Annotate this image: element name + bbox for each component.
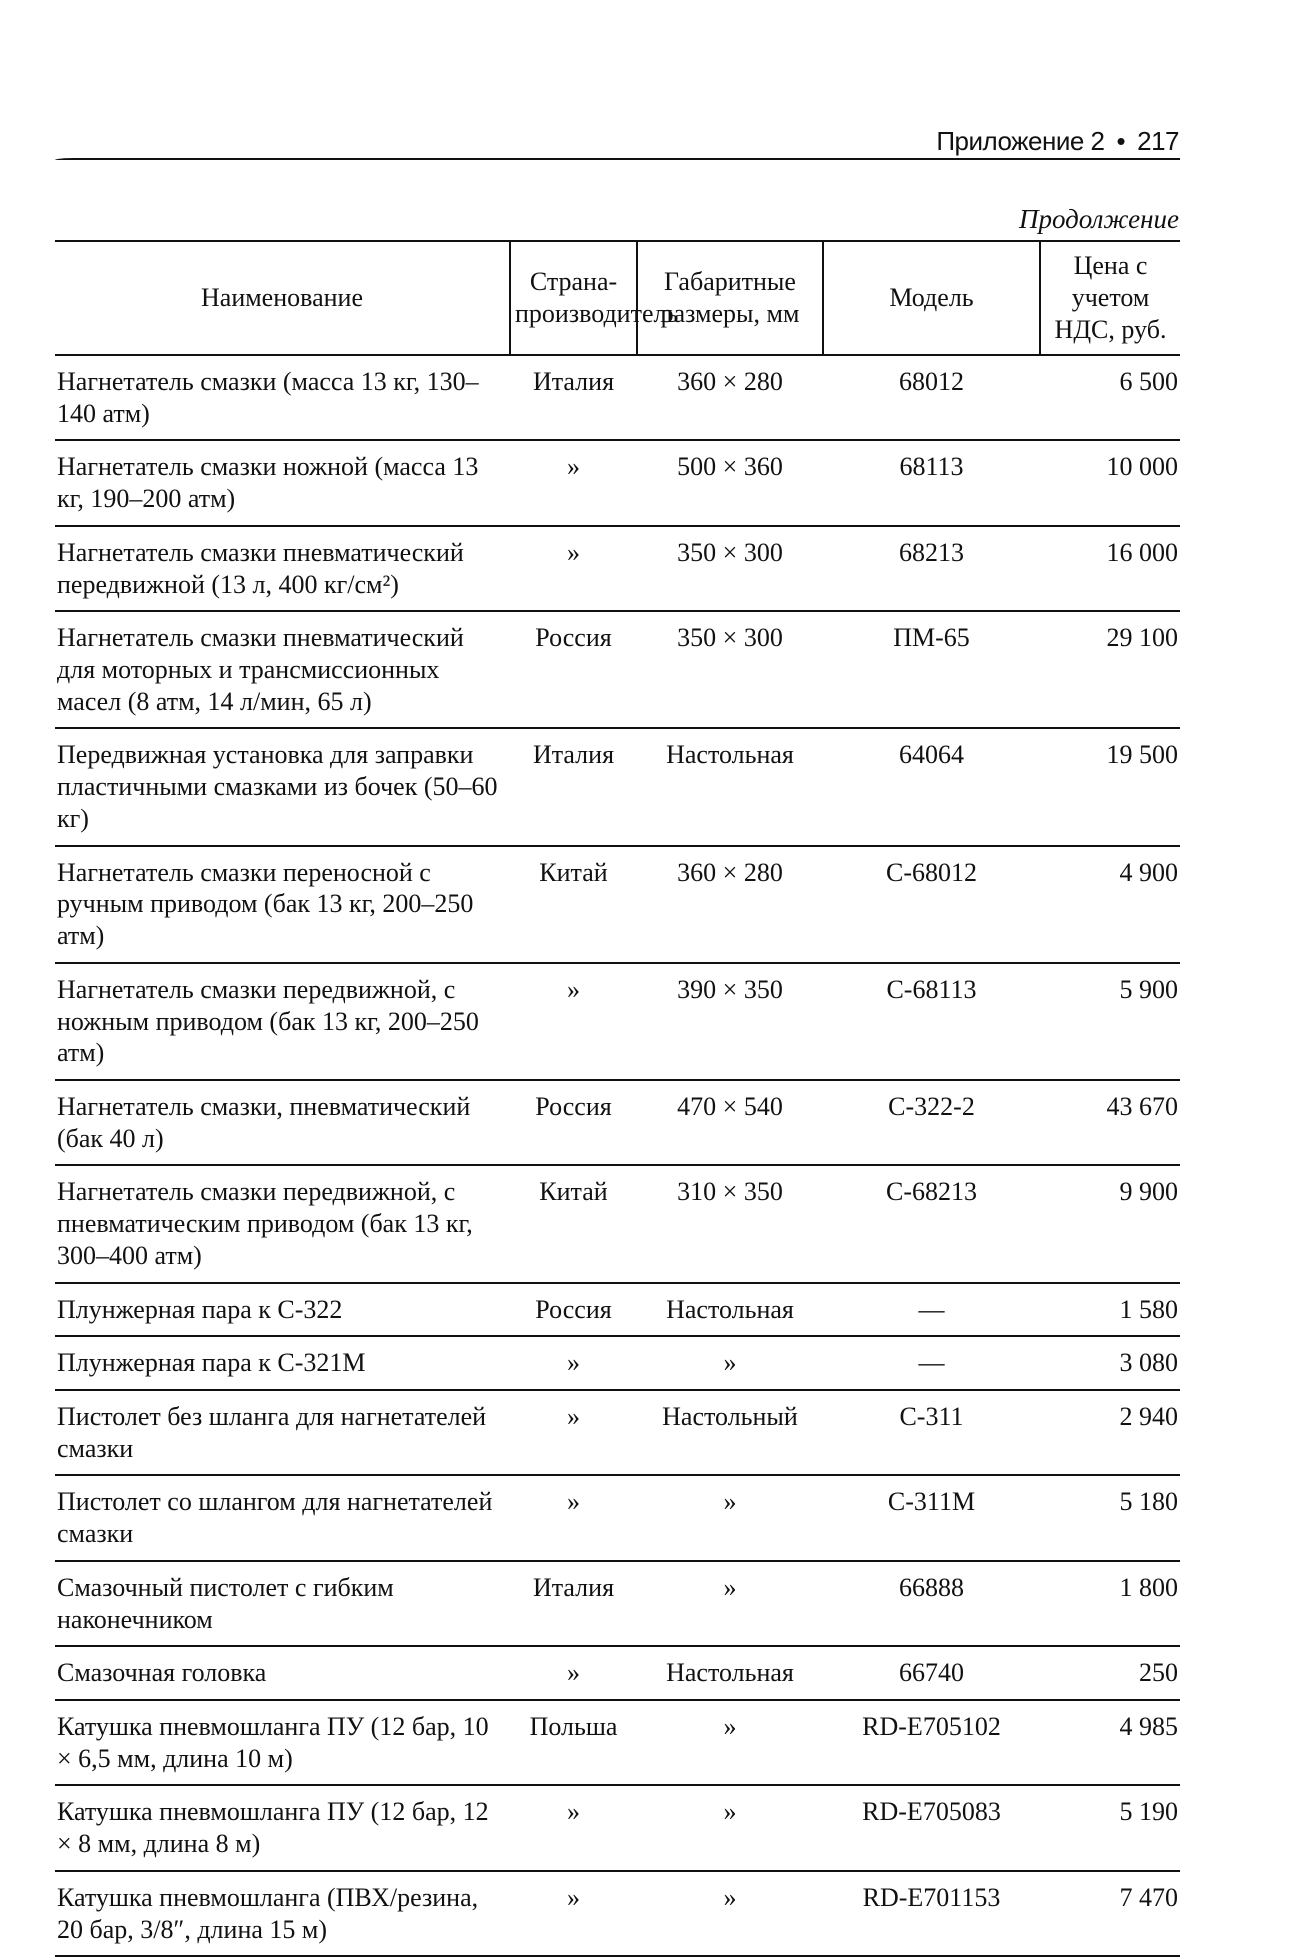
- cell-size: »: [637, 1336, 823, 1390]
- cell-size: 360 × 280: [637, 355, 823, 440]
- table-row: [55, 1080, 1180, 1165]
- cell-country: »: [510, 1390, 637, 1475]
- cell-price: 5 190: [1040, 1785, 1180, 1870]
- cell-size: 360 × 280: [637, 846, 823, 963]
- cell-name: Передвижная установка для заправки пластичными смазками из бочек (50–60 кг): [55, 728, 510, 845]
- cell-country: »: [510, 526, 637, 611]
- table-row: [55, 846, 1180, 963]
- table-row: [55, 1283, 1180, 1337]
- cell-price: 3 080: [1040, 1336, 1180, 1390]
- cell-price: 7 470: [1040, 1871, 1180, 1956]
- table-row: [55, 1390, 1180, 1475]
- cell-name: Нагнетатель смазки, пневматический (бак 40 л): [55, 1080, 510, 1165]
- table-row: [55, 440, 1180, 525]
- cell-price: 2 940: [1040, 1390, 1180, 1475]
- cell-model: —: [823, 1336, 1040, 1390]
- cell-size: 350 × 300: [637, 526, 823, 611]
- table-row: [55, 1475, 1180, 1560]
- table-row: [55, 1700, 1180, 1785]
- cell-price: 5 900: [1040, 963, 1180, 1080]
- cell-name: Катушка пневмошланга (ПВХ/резина, 20 бар, 3/8″, длина 15 м): [55, 1871, 510, 1956]
- cell-country: Россия: [510, 1283, 637, 1337]
- cell-price: 4 985: [1040, 1700, 1180, 1785]
- price-table: [55, 240, 1180, 1957]
- cell-country: »: [510, 1871, 637, 1956]
- table-row: [55, 526, 1180, 611]
- cell-price: 19 500: [1040, 728, 1180, 845]
- cell-country: »: [510, 1646, 637, 1700]
- cell-model: 66740: [823, 1646, 1040, 1700]
- cell-country: Польша: [510, 1700, 637, 1785]
- cell-model: С-68012: [823, 846, 1040, 963]
- table-body: [55, 355, 1180, 1956]
- cell-size: Настольный: [637, 1390, 823, 1475]
- cell-country: »: [510, 1475, 637, 1560]
- cell-model: —: [823, 1283, 1040, 1337]
- cell-price: 10 000: [1040, 440, 1180, 525]
- column-header-size: Габаритные размеры, мм: [637, 241, 823, 355]
- cell-size: 470 × 540: [637, 1080, 823, 1165]
- cell-name: Нагнетатель смазки передвижной, с пневматическим приводом (бак 13 кг, 300–400 атм): [55, 1165, 510, 1282]
- cell-size: 350 × 300: [637, 611, 823, 728]
- cell-price: 5 180: [1040, 1475, 1180, 1560]
- table-row: [55, 963, 1180, 1080]
- cell-size: 500 × 360: [637, 440, 823, 525]
- cell-price: 6 500: [1040, 355, 1180, 440]
- cell-country: Россия: [510, 611, 637, 728]
- running-header: [936, 126, 1179, 157]
- cell-name: Нагнетатель смазки передвижной, с ножным приводом (бак 13 кг, 200–250 атм): [55, 963, 510, 1080]
- table-row: [55, 1336, 1180, 1390]
- cell-name: Нагнетатель смазки (масса 13 кг, 130–140 атм): [55, 355, 510, 440]
- cell-model: RD-E705102: [823, 1700, 1040, 1785]
- cell-name: Нагнетатель смазки пневматический передвижной (13 л, 400 кг/см²): [55, 526, 510, 611]
- cell-country: »: [510, 963, 637, 1080]
- cell-country: Россия: [510, 1080, 637, 1165]
- cell-price: 16 000: [1040, 526, 1180, 611]
- cell-name: Смазочный пистолет с гибким наконечником: [55, 1561, 510, 1646]
- cell-model: С-68113: [823, 963, 1040, 1080]
- table-row: [55, 728, 1180, 845]
- cell-name: Нагнетатель смазки переносной с ручным приводом (бак 13 кг, 200–250 атм): [55, 846, 510, 963]
- cell-price: 250: [1040, 1646, 1180, 1700]
- section-title: Приложение 2: [936, 126, 1105, 156]
- cell-price: 9 900: [1040, 1165, 1180, 1282]
- cell-model: 68113: [823, 440, 1040, 525]
- cell-country: Китай: [510, 1165, 637, 1282]
- cell-size: »: [637, 1785, 823, 1870]
- cell-size: 310 × 350: [637, 1165, 823, 1282]
- table-row: [55, 1785, 1180, 1870]
- cell-model: 68012: [823, 355, 1040, 440]
- cell-country: Италия: [510, 355, 637, 440]
- column-header-model: Модель: [823, 241, 1040, 355]
- cell-country: »: [510, 1336, 637, 1390]
- table-row: [55, 355, 1180, 440]
- cell-size: »: [637, 1475, 823, 1560]
- table-header-row: [55, 241, 1180, 355]
- cell-name: Пистолет без шланга для нагнетателей смазки: [55, 1390, 510, 1475]
- cell-name: Смазочная головка: [55, 1646, 510, 1700]
- cell-name: Катушка пневмошланга ПУ (12 бар, 10 × 6,5 мм, длина 10 м): [55, 1700, 510, 1785]
- cell-country: »: [510, 1785, 637, 1870]
- cell-price: 4 900: [1040, 846, 1180, 963]
- cell-name: Плунжерная пара к С-321М: [55, 1336, 510, 1390]
- cell-model: RD-E701153: [823, 1871, 1040, 1956]
- table-row: [55, 1165, 1180, 1282]
- cell-size: Настольная: [637, 1283, 823, 1337]
- cell-price: 43 670: [1040, 1080, 1180, 1165]
- continued-label: Продолжение: [1018, 204, 1179, 234]
- cell-country: Италия: [510, 728, 637, 845]
- table-row: [55, 611, 1180, 728]
- cell-size: »: [637, 1561, 823, 1646]
- page-number: 217: [1137, 126, 1179, 156]
- cell-price: 29 100: [1040, 611, 1180, 728]
- column-header-price: Цена с учетом НДС, руб.: [1040, 241, 1180, 355]
- cell-model: ПМ-65: [823, 611, 1040, 728]
- cell-size: Настольная: [637, 1646, 823, 1700]
- cell-model: 68213: [823, 526, 1040, 611]
- table-row: [55, 1646, 1180, 1700]
- cell-price: 1 580: [1040, 1283, 1180, 1337]
- cell-model: 66888: [823, 1561, 1040, 1646]
- cell-size: Настольная: [637, 728, 823, 845]
- cell-model: 64064: [823, 728, 1040, 845]
- cell-model: RD-E705083: [823, 1785, 1040, 1870]
- cell-name: Плунжерная пара к С-322: [55, 1283, 510, 1337]
- header-separator: •: [1116, 126, 1126, 156]
- table-row: [55, 1561, 1180, 1646]
- cell-size: »: [637, 1700, 823, 1785]
- cell-country: Китай: [510, 846, 637, 963]
- cell-size: 390 × 350: [637, 963, 823, 1080]
- cell-model: С-322-2: [823, 1080, 1040, 1165]
- cell-country: »: [510, 440, 637, 525]
- cell-name: Нагнетатель смазки пневматический для моторных и трансмиссионных масел (8 атм, 14 л/мин, 65 л): [55, 611, 510, 728]
- column-header-name: Наименование: [55, 241, 510, 355]
- cell-model: С-68213: [823, 1165, 1040, 1282]
- cell-model: С-311: [823, 1390, 1040, 1475]
- table-row: [55, 1871, 1180, 1956]
- cell-size: »: [637, 1871, 823, 1956]
- cell-model: С-311М: [823, 1475, 1040, 1560]
- cell-name: Пистолет со шлангом для нагнетателей смазки: [55, 1475, 510, 1560]
- cell-name: Катушка пневмошланга ПУ (12 бар, 12 × 8 мм, длина 8 м): [55, 1785, 510, 1870]
- header-rule: [55, 158, 1180, 160]
- cell-price: 1 800: [1040, 1561, 1180, 1646]
- cell-name: Нагнетатель смазки ножной (масса 13 кг, 190–200 атм): [55, 440, 510, 525]
- column-header-country: Страна-производитель: [510, 241, 637, 355]
- cell-country: Италия: [510, 1561, 637, 1646]
